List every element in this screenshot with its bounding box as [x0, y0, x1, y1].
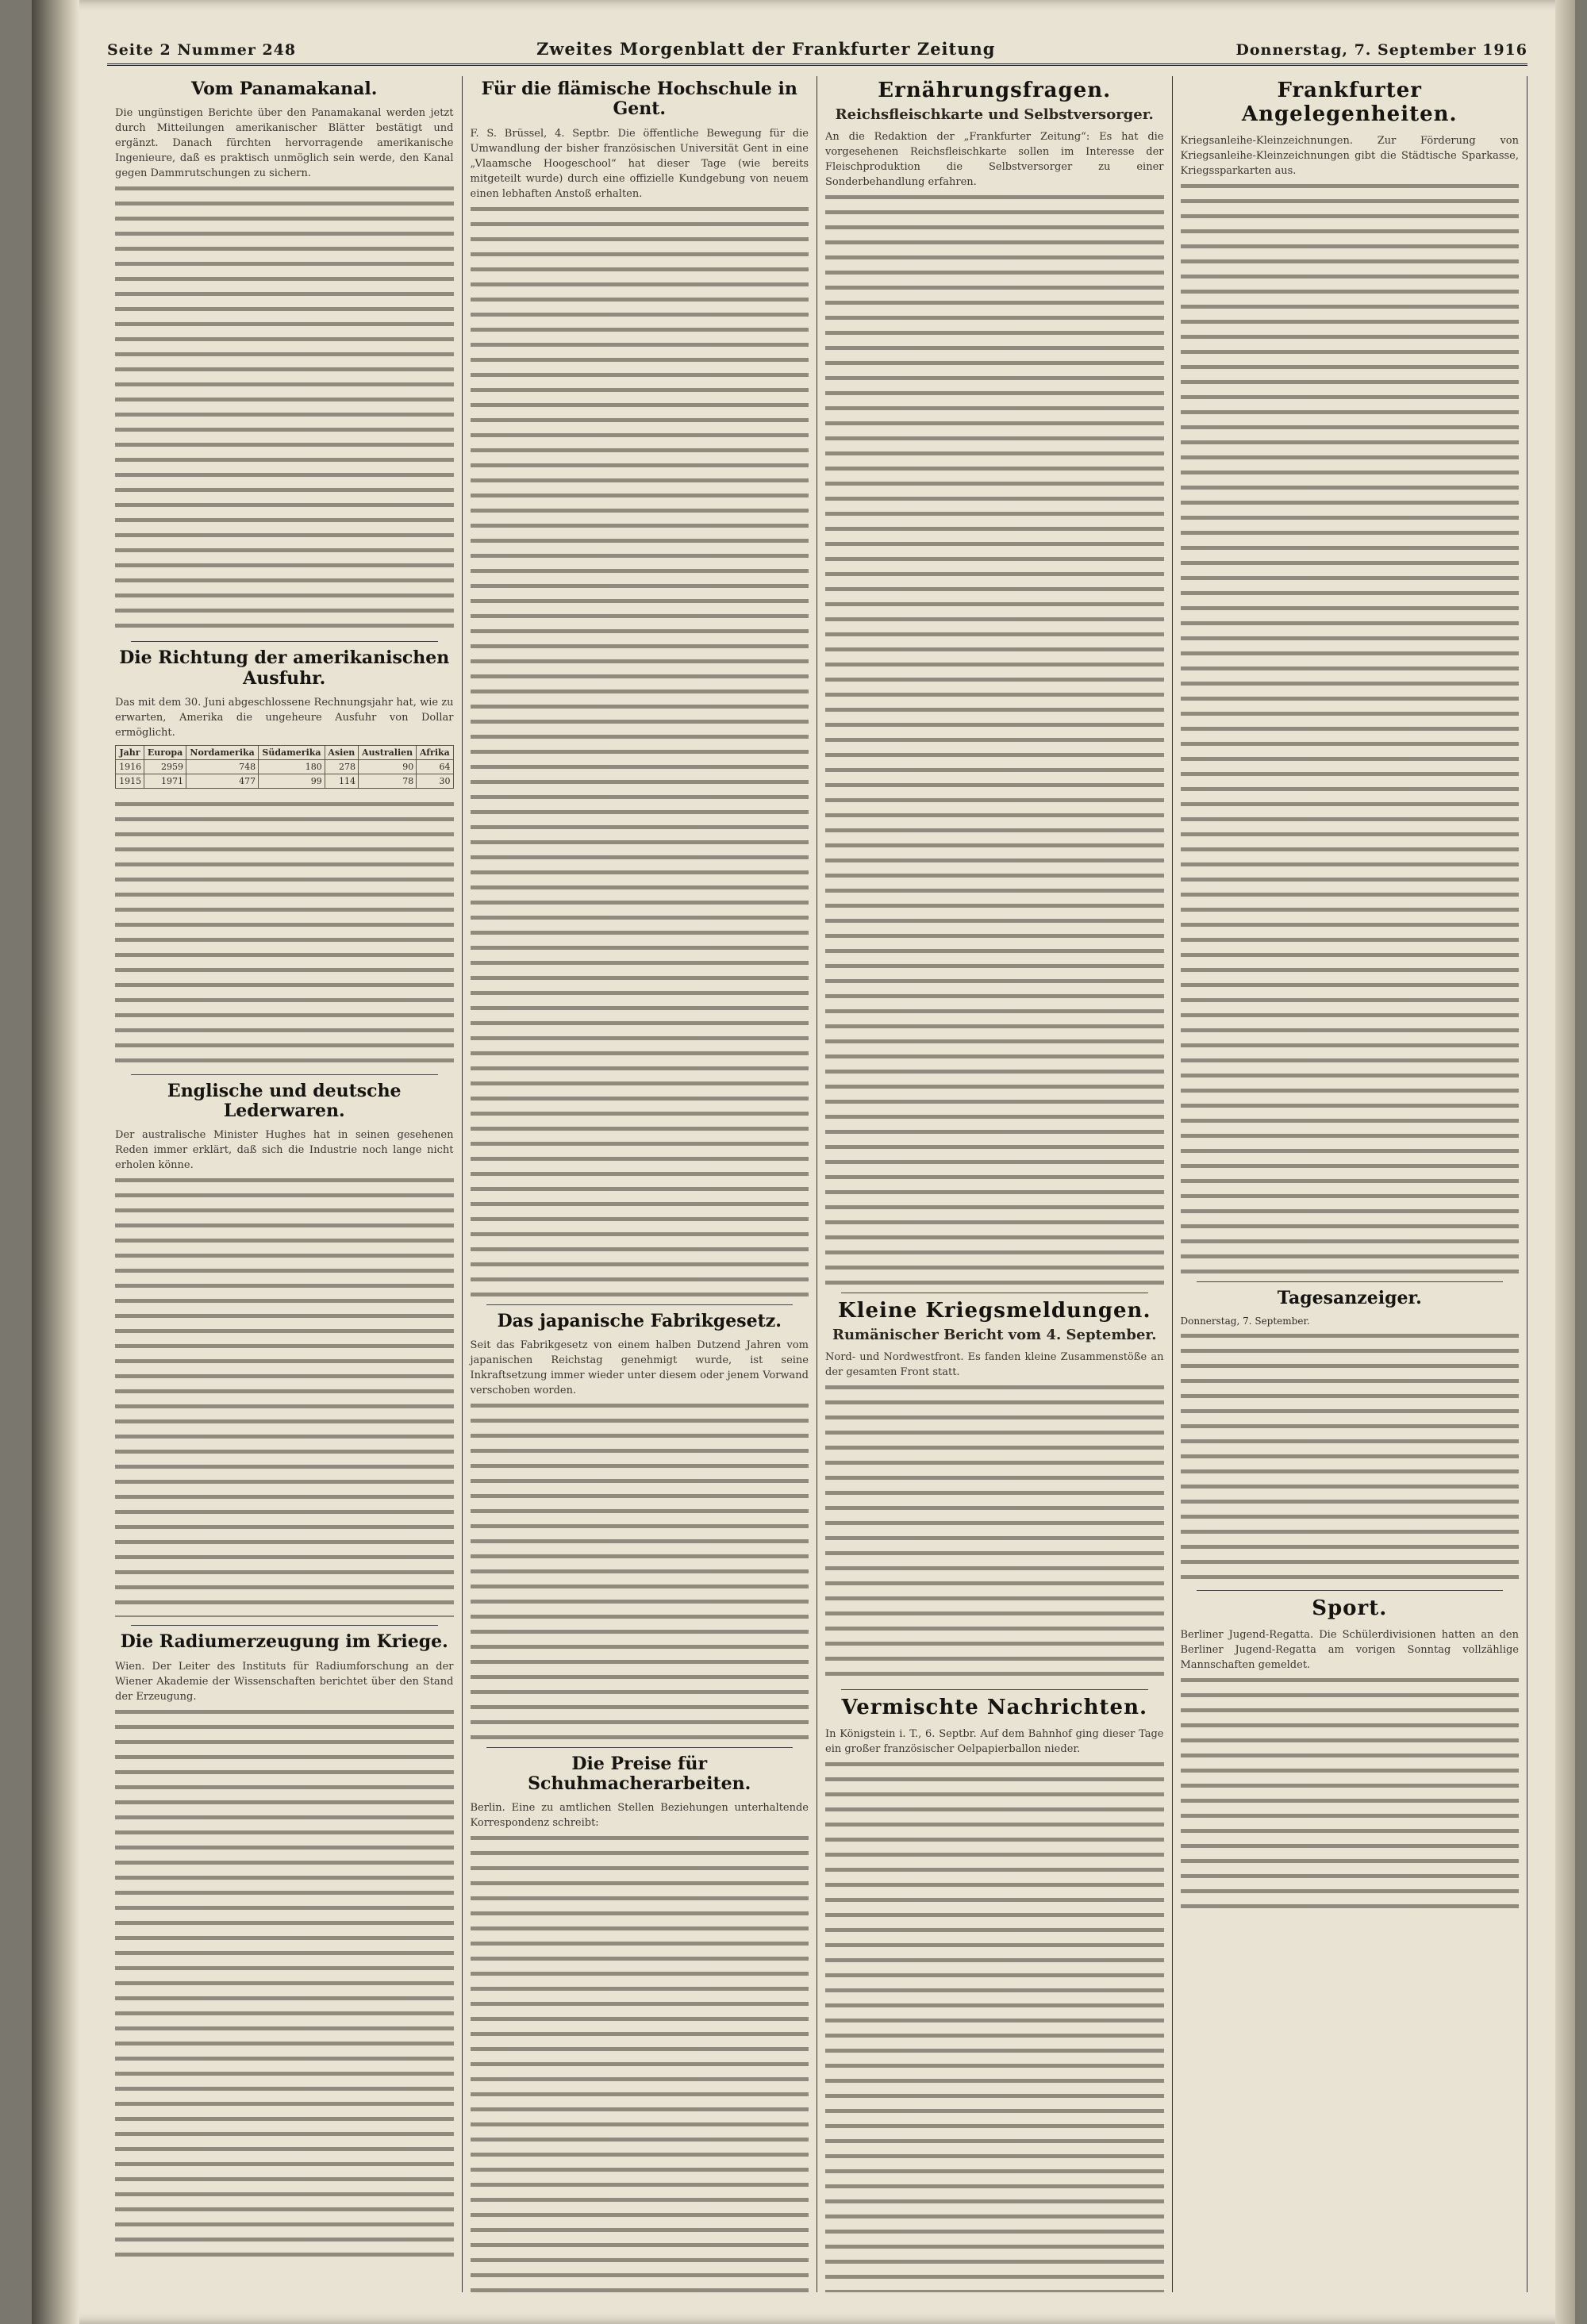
article-body-text — [115, 797, 454, 1066]
table-cell: 748 — [186, 759, 259, 774]
divider — [1197, 1590, 1504, 1591]
article-body-text — [825, 190, 1164, 1285]
article-frankfurter — [1181, 79, 1520, 1273]
article-title: Kleine Kriegsmeldungen. — [837, 1298, 1151, 1323]
article-ernaehrung — [825, 79, 1164, 1285]
article-ausfuhr — [115, 648, 454, 1066]
newspaper-page — [32, 0, 1575, 2324]
article-lead: An die Redaktion der „Frankfurter Zeitung“: Es hat die vorgesehenen Reichsfleischkarte sollen im Interesse der Fleischproduktion die Selbstversorger zu einer Sonderbehandlung erfahren. — [825, 130, 1164, 188]
article-title: Vermischte Nachrichten. — [841, 1695, 1148, 1719]
column-3 — [817, 76, 1173, 2292]
table-row — [116, 759, 454, 774]
article-schuhmacher — [471, 1754, 809, 2292]
article-lead: F. S. Brüssel, 4. Septbr. Die öffentliche Bewegung für die Umwandlung der bisher französischen Universität Gent in eine „Vlaamsche Hoogeschool“ hat dieser Tage (wie bereits mitgeteilt wurde) durch eine offizielle Kundgebung von neuem einen lebhaften Anstoß erhalten. — [470, 127, 809, 200]
table-cell: 1915 — [116, 774, 144, 788]
article-body-text — [825, 1380, 1164, 1681]
article-title: Sport. — [1312, 1596, 1388, 1621]
daytable-date: Donnerstag, 7. September. — [1180, 1316, 1310, 1327]
article-title: Vom Panamakanal. — [191, 79, 378, 99]
table-header: Jahr — [116, 745, 144, 759]
article-lead: Nord- und Nordwestfront. Es fanden kleine Zusammenstöße an der gesamten Front statt. — [825, 1350, 1164, 1378]
article-title: Die Preise für Schuhmacherarbeiten. — [528, 1753, 751, 1795]
article-title: Für die flämische Hochschule in Gent. — [481, 79, 797, 120]
table-cell: 278 — [325, 759, 358, 774]
table-cell: 477 — [186, 774, 259, 788]
article-subtitle: Reichsfleischkarte und Selbstversorger. — [835, 106, 1154, 123]
divider — [1197, 1281, 1504, 1282]
table-header: Afrika — [417, 745, 453, 759]
column-2 — [463, 76, 818, 2292]
article-columns — [107, 76, 1527, 2292]
header-page-number: Seite 2 Nummer 248 — [107, 41, 297, 59]
daytable-title: Tagesanzeiger. — [1277, 1287, 1422, 1308]
header-masthead: Zweites Morgenblatt der Frankfurter Zeitung — [536, 39, 996, 59]
divider — [841, 1689, 1148, 1690]
article-lead: Das mit dem 30. Juni abgeschlossene Rechnungsjahr hat, wie zu erwarten, Amerika die ungeheure Ausfuhr von Dollar ermöglicht. — [115, 696, 454, 739]
article-lead: Berliner Jugend-Regatta. Die Schülerdivisionen hatten an den Berliner Jugend-Regatta am vorigen Sonntag vollzählige Mannschaften gemeldet. — [1180, 1628, 1519, 1671]
article-fabrikgesetz — [471, 1312, 809, 1739]
article-subtitle: Rumänischer Bericht vom 4. September. — [832, 1326, 1157, 1343]
table-row — [116, 774, 454, 788]
table-cell: 78 — [358, 774, 416, 788]
article-title: Die Radiumerzeugung im Kriege. — [120, 1631, 448, 1653]
table-header: Europa — [144, 745, 186, 759]
article-vermischte — [825, 1696, 1164, 2292]
table-cell: 1916 — [116, 759, 144, 774]
header-date: Donnerstag, 7. September 1916 — [1235, 41, 1527, 59]
tagesanzeiger — [1181, 1289, 1520, 1582]
table-cell: 114 — [325, 774, 358, 788]
table-cell: 1971 — [144, 774, 186, 788]
table-header: Südamerika — [259, 745, 325, 759]
article-title: Frankfurter Angelegenheiten. — [1241, 79, 1458, 126]
article-body-text — [115, 181, 454, 633]
article-sport — [1181, 1597, 1520, 1911]
article-lead: In Königstein i. T., 6. Septbr. Auf dem Bahnhof ging dieser Tage ein großer französischer Oelpapierballon nieder. — [825, 1727, 1164, 1755]
page-edge — [1555, 0, 1575, 2324]
divider — [131, 1074, 438, 1075]
divider — [131, 641, 438, 642]
table-header: Asien — [325, 745, 358, 759]
article-body-text — [825, 1757, 1164, 2292]
article-lead: Berlin. Eine zu amtlichen Stellen Beziehungen unterhaltende Korrespondenz schreibt: — [470, 1802, 809, 1830]
article-lederwaren — [115, 1081, 454, 1618]
table-cell: 64 — [417, 759, 453, 774]
divider — [486, 1304, 794, 1305]
daytable-listings — [1181, 1328, 1520, 1582]
article-panamakanal — [115, 79, 454, 633]
table-header: Nordamerika — [186, 745, 259, 759]
article-lead: Die ungünstigen Berichte über den Panamakanal werden jetzt durch Mitteilungen amerikanischer Blätter bestätigt und ergänzt. Danach fürchten hervorragende amerikanische Ingenieure, daß es praktisch unmöglich sein werde, den Kanal gegen Dammrutschungen zu sichern. — [115, 107, 454, 180]
article-title: Ernährungsfragen. — [878, 79, 1112, 102]
export-table — [115, 745, 454, 789]
table-header: Australien — [358, 745, 416, 759]
article-gent — [471, 79, 809, 1296]
table-cell: 180 — [259, 759, 325, 774]
table-cell: 2959 — [144, 759, 186, 774]
article-body-text — [1181, 179, 1520, 1273]
article-body-text — [1181, 1673, 1520, 1911]
article-body-text — [471, 1830, 809, 2292]
article-body-text — [115, 1173, 454, 1617]
divider — [486, 1747, 794, 1748]
article-kriegsmeldungen — [825, 1300, 1164, 1681]
article-title: Die Richtung der amerikanischen Ausfuhr. — [119, 647, 450, 689]
article-body-text — [115, 1704, 454, 2260]
article-lead: Wien. Der Leiter des Instituts für Radiumforschung an der Wiener Akademie der Wissenschaften berichtet über den Stand der Erzeugung. — [115, 1660, 454, 1703]
article-title: Das japanische Fabrikgesetz. — [497, 1310, 782, 1331]
article-body-text — [471, 1398, 809, 1739]
table-cell: 90 — [358, 759, 416, 774]
article-body-text — [471, 202, 809, 1296]
article-radium — [115, 1632, 454, 2259]
page-header — [107, 29, 1527, 66]
table-cell: 99 — [259, 774, 325, 788]
article-lead: Seit das Fabrikgesetz von einem halben Dutzend Jahren vom japanischen Reichstag genehmigt wurde, ist seine Inkraftsetzung immer wieder unter diesem oder jenem Vorwand verschoben worden. — [470, 1339, 809, 1396]
column-1 — [107, 76, 463, 2292]
article-lead: Kriegsanleihe-Kleinzeichnungen. Zur Förderung von Kriegsanleihe-Kleinzeichnungen gibt die Städtische Sparkasse, Kriegssparkarten aus. — [1180, 134, 1519, 177]
table-cell: 30 — [417, 774, 453, 788]
divider — [131, 1625, 438, 1626]
book-spine — [32, 0, 79, 2324]
article-title: Englische und deutsche Lederwaren. — [167, 1080, 402, 1122]
article-lead: Der australische Minister Hughes hat in seinen gesehenen Reden immer erklärt, daß sich die Industrie noch lange nicht erholen könne. — [115, 1129, 454, 1172]
column-4 — [1173, 76, 1528, 2292]
